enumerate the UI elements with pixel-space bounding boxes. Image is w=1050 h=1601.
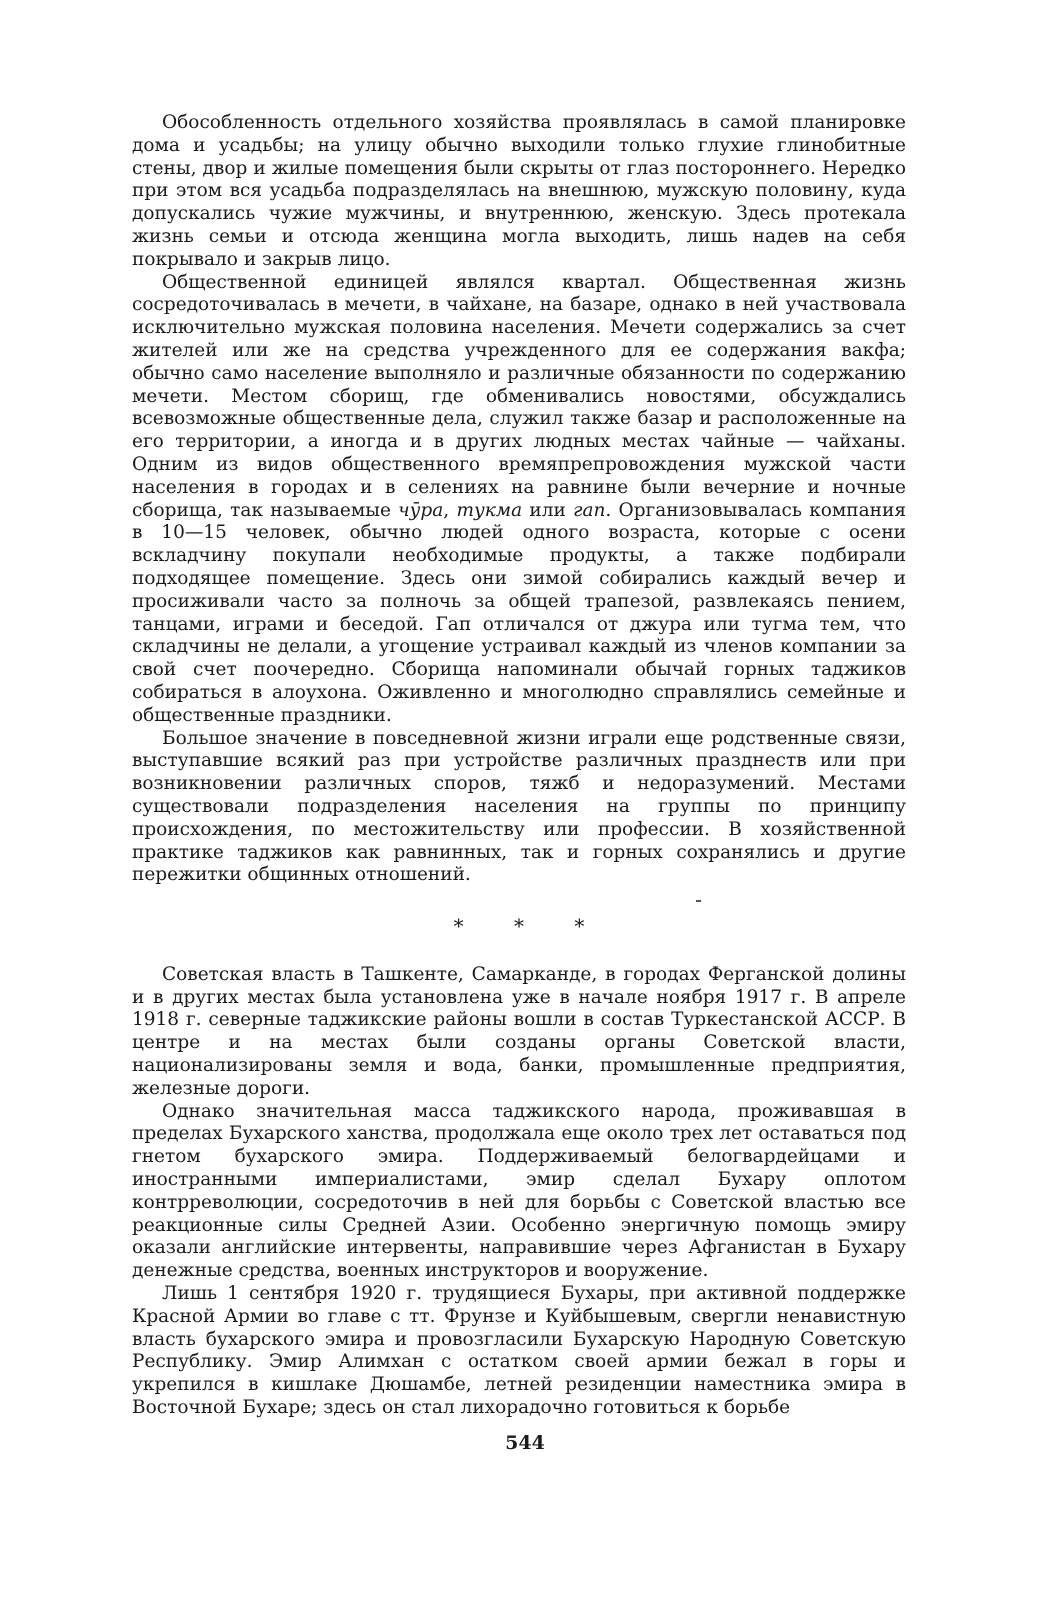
section-separator: * * * bbox=[453, 914, 607, 939]
paragraph-household-isolation: Обособленность отдельного хозяйства проявлялась в самой планировке дома и усадьбы; на улицу обычно выходили только глухие глинобитные стены, двор и жилые помещения были скрыты от глаз постороннего. Нередко при этом вся усадьба подразделялась на внешнюю, мужскую половину, куда допускались чужие мужчины, и внутреннюю, женскую. Здесь протекала жизнь семьи и отсюда женщина могла выходить, лишь надев на себя покрывало и закрыв лицо. bbox=[132, 112, 906, 270]
paragraph-kinship-ties: Большое значение в повседневной жизни играли еще родственные связи, выступавшие всякий раз при устройстве различных празднеств или при возникновении различных споров, тяжб и недоразумений. Местами существовали подразделения населения на группы по принципу происхождения, по местожительству или профессии. В хозяйственной практике таджиков как равнинных, так и горных сохранялись и другие пережитки общинных отношений. bbox=[132, 727, 906, 886]
term-separator-1: , bbox=[443, 499, 457, 521]
paragraph-public-life-text-a: Общественной единицей являлся квартал. Общественная жизнь сосредоточивалась в мечети, в чайхане, на базаре, однако в ней участвовала исключительно мужская половина населения. Мечети содержались за счет жителей или же на средства учрежденного для ее содержания вакфа; обычно само население выполняло и различные обязанности по содержанию мечети. Местом сборищ, где обменивались новостями, обсуждались всевозможные общественные дела, служил также базар и расположенные на его территории, а иногда и в других людных местах чайные — чайханы. Одним из видов общественного времяпрепровождения мужской части населения в городах и в селениях на равнине были вечерние и ночные сборища, так называемые bbox=[132, 271, 906, 521]
paragraph-bukhara-khanate: Однако значительная масса таджикского народа, проживавшая в пределах Бухарского ханства, продолжала еще около трех лет оставаться под гнетом бухарского эмира. Поддерживаемый белогвардейцами и иностранными империалистами, эмир сделал Бухару оплотом контрреволюции, сосредоточив в ней для борьбы с Советской властью все реакционные силы Средней Азии. Особенно энергичную помощь эмиру оказали английские интервенты, направившие через Афганистан в Бухару денежные средства, военных инструкторов и вооружение. bbox=[132, 1100, 906, 1282]
paragraph-bukhara-revolution: Лишь 1 сентября 1920 г. трудящиеся Бухары, при активной поддержке Красной Армии во главе с тт. Фрунзе и Куйбышевым, свергли ненавистную власть бухарского эмира и провозгласили Бухарскую Народную Советскую Республику. Эмир Алимхан с остатком своей армии бежал в горы и укрепился в кишлаке Дюшамбе, летней резиденции наместника эмира в Восточной Бухаре; здесь он стал лихорадочно готовиться к борьбе bbox=[132, 1283, 906, 1419]
page-number: 544 bbox=[505, 1432, 545, 1454]
paragraph-public-life-text-b: . Организовывалась компания в 10—15 человек, обычно людей одного возраста, которые с осени вскладчину покупали необходимые продукты, а также подбирали подходящее помещение. Здесь они зимой собирались каждый вечер и просиживали часто за полночь за общей трапезой, развлекаясь пением, танцами, играми и беседой. Гап отличался от джура или тугма тем, что складчины не делали, а угощение устраивал каждый из членов компании за свой счет поочередно. Сборища напоминали обычай горных таджиков собираться в алоухона. Оживленно и многолюдно справлялись семейные и общественные праздники. bbox=[132, 499, 906, 726]
term-gap: гап bbox=[573, 499, 606, 521]
scan-mark bbox=[696, 900, 701, 902]
term-separator-2: или bbox=[522, 499, 574, 521]
paragraph-soviet-power: Советская власть в Ташкенте, Самарканде, в городах Ферганской долины и в других местах была установлена уже в начале ноября 1917 г. В апреле 1918 г. северные таджикские районы вошли в состав Туркестанской АССР. В центре и на местах были созданы органы Советской власти, национализированы земля и вода, банки, промышленные предприятия, железные дороги. bbox=[132, 963, 906, 1099]
page-body bbox=[132, 112, 906, 1420]
term-tukma: тукма bbox=[456, 499, 523, 521]
paragraph-public-life bbox=[132, 272, 906, 728]
term-chura: чӯра bbox=[398, 499, 444, 521]
